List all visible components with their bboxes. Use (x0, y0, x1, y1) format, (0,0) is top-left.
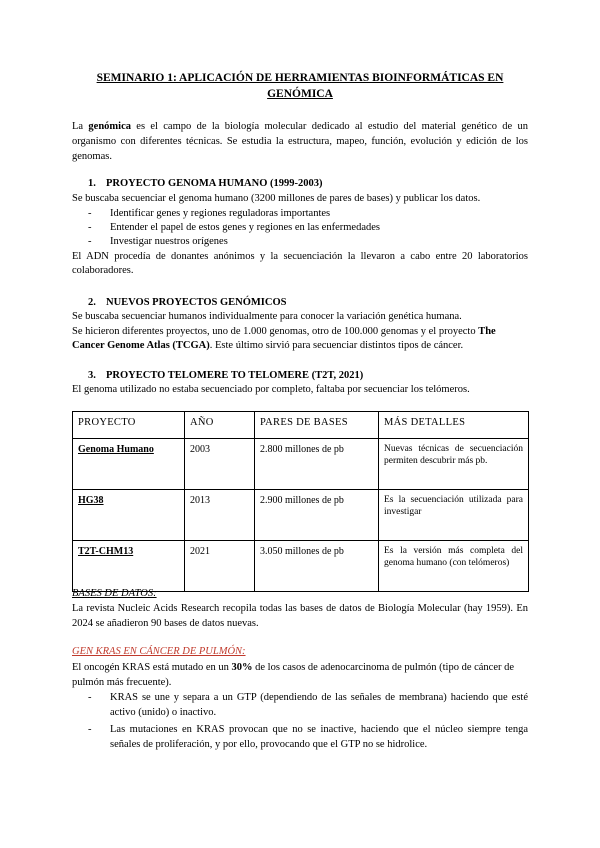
list-item (88, 722, 528, 752)
databases-heading: BASES DE DATOS: (72, 588, 157, 599)
table-cell-year: 2021 (185, 541, 255, 592)
bullet-dash: - (88, 208, 92, 219)
section-2-text-2-pre: Se hicieron diferentes proyectos, uno de 1.000 genomas, otro de 100.000 genomas y el proyecto (72, 326, 479, 337)
column-header: MÁS DETALLES (379, 412, 529, 439)
section-1-heading (88, 177, 323, 191)
list-item (88, 207, 528, 221)
section-2-title: NUEVOS PROYECTOS GENÓMICOS (106, 297, 287, 308)
table-cell-project: T2T-CHM13 (73, 541, 185, 592)
kras-bullet-list (88, 690, 528, 752)
kras-text-pre: El oncogén KRAS está mutado en un (72, 662, 232, 673)
table-cell-base-pairs: 3.050 millones de pb (255, 541, 379, 592)
section-3-text: El genoma utilizado no estaba secuenciado por completo, faltaba por secuenciar los telómeros. (72, 384, 470, 395)
page-title: SEMINARIO 1: APLICACIÓN DE HERRAMIENTAS BIOINFORMÁTICAS EN GENÓMICA (96, 72, 504, 100)
bullet-dash: - (88, 236, 92, 247)
intro-text-post: es el campo de la biología molecular dedicado al estudio del material genético de un organismo con diferentes técnicas. Se estudia la estructura, mapeo, función, evolución y edición de los genomas. (72, 121, 529, 162)
table-cell-year: 2013 (185, 490, 255, 541)
section-1-bullet-list (88, 207, 528, 249)
section-2-text-2 (72, 325, 528, 353)
table-cell-details: Es la versión más completa del genoma humano (con telómeros) (379, 541, 529, 592)
intro-term: genómica (88, 121, 131, 132)
kras-heading: GEN KRAS EN CÁNCER DE PULMÓN: (72, 646, 246, 657)
list-item (88, 690, 528, 720)
databases-text: La revista Nucleic Acids Research recopila todas las bases de datos de Biología Molecular (hay 1959). En 2024 se añadieron 90 bases de datos nuevas. (72, 603, 528, 629)
kras-text-post: de los casos de adenocarcinoma de pulmón (tipo de cáncer de pulmón más frecuente). (72, 662, 515, 688)
bullet-text: Investigar nuestros orígenes (110, 236, 228, 247)
intro-paragraph (72, 119, 528, 164)
kras-percentage: 30% (231, 662, 253, 673)
column-header: PROYECTO (73, 412, 185, 439)
bullet-dash: - (88, 222, 92, 233)
bullet-dash: - (88, 724, 92, 735)
section-1-title: PROYECTO GENOMA HUMANO (1999-2003) (106, 178, 323, 189)
section-3-number: 3. (88, 370, 96, 381)
section-3-heading (88, 369, 363, 383)
kras-text (72, 660, 528, 690)
table-row (73, 439, 529, 490)
table-header-row (73, 412, 529, 439)
section-1-text: Se buscaba secuenciar el genoma humano (3200 millones de pares de bases) y publicar los datos. (72, 193, 481, 204)
section-2-heading (88, 296, 286, 310)
bullet-text: Entender el papel de estos genes y regiones en las enfermedades (110, 222, 380, 233)
section-1-number: 1. (88, 178, 96, 189)
table-cell-project: HG38 (73, 490, 185, 541)
bullet-text: Las mutaciones en KRAS provocan que no se inactive, haciendo que el núcleo siempre tenga señales de proliferación, y por ello, provocando que el GTP no se hidrolice. (110, 724, 528, 750)
table-row (73, 541, 529, 592)
bullet-text: Identificar genes y regiones reguladoras importantes (110, 208, 331, 219)
column-header: PARES DE BASES (255, 412, 379, 439)
table-cell-details: Es la secuenciación utilizada para investigar (379, 490, 529, 541)
table-row (73, 490, 529, 541)
intro-text-pre: La (72, 121, 89, 132)
section-2-text-2-post: . Este último sirvió para secuenciar distintos tipos de cáncer. (209, 340, 464, 351)
bullet-text: KRAS se une y separa a un GTP (dependiendo de las señales de membrana) haciendo que esté activo (unido) o inactivo. (110, 692, 528, 718)
table-cell-year: 2003 (185, 439, 255, 490)
list-item (88, 235, 528, 249)
section-1-closing: El ADN procedía de donantes anónimos y la secuenciación la llevaron a cabo entre 20 laboratorios colaboradores. (72, 251, 528, 276)
genome-projects-table (72, 411, 529, 592)
bullet-dash: - (88, 692, 92, 703)
list-item (88, 221, 528, 235)
section-3-title: PROYECTO TELOMERE TO TELOMERE (T2T, 2021) (106, 370, 364, 381)
table-cell-base-pairs: 2.900 millones de pb (255, 490, 379, 541)
table-cell-project: Genoma Humano (73, 439, 185, 490)
tcga-project-name: The Cancer Genome Atlas (TCGA) (72, 326, 496, 351)
section-2-text-1: Se buscaba secuenciar humanos individualmente para conocer la variación genética humana. (72, 311, 462, 322)
section-2-number: 2. (88, 297, 96, 308)
column-header: AÑO (185, 412, 255, 439)
table-cell-base-pairs: 2.800 millones de pb (255, 439, 379, 490)
table-cell-details: Nuevas técnicas de secuenciación permiten descubrir más pb. (379, 439, 529, 490)
